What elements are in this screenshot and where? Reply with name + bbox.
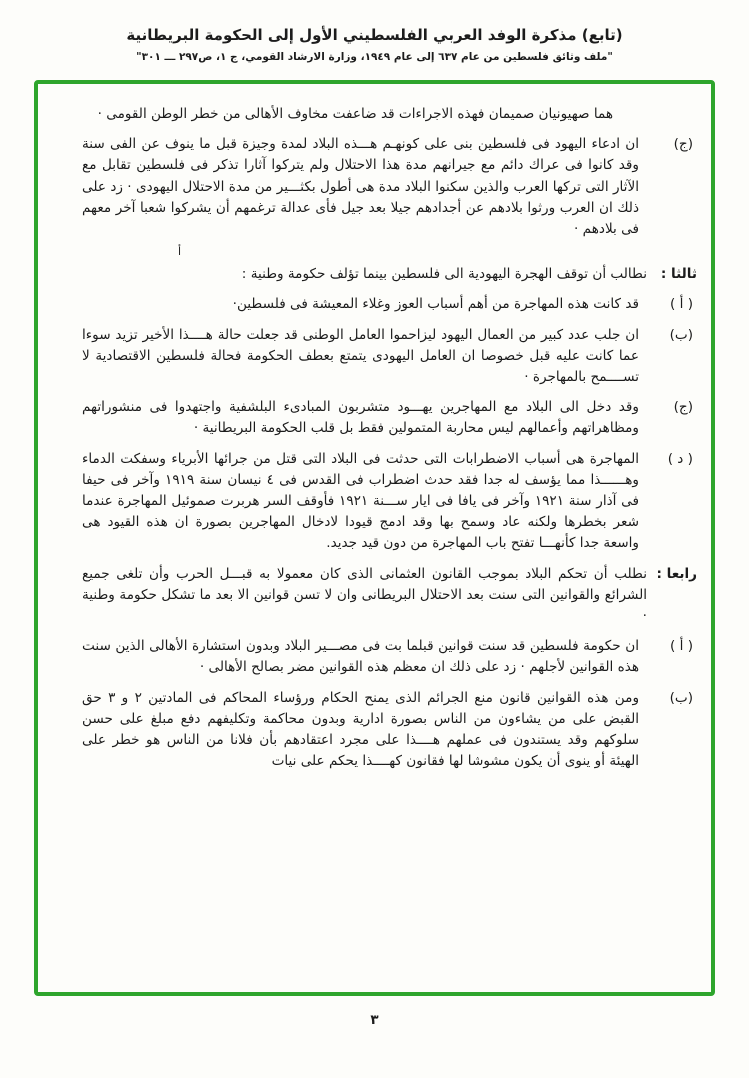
item-marker: ( أ ) [669, 296, 693, 313]
item-text: ان ادعاء اليهود فى فلسطين بنى على كونهـم هـــذه البلاد لمدة وجيزة قبل ما ينوف عن الفى سنة وقد كانوا فى عراك دائم مع جيرانهم مدة هذا الاحتلال ولم يتركوا آثارا تذكر فى فلسطين تقابل مع الآثار التى تركها العرب والذين سكنوا البلاد مدة هى أطول بكثـــير من مدة الاحتلال اليهودى · زد على ذلك ان العرب ورثوا بلادهم عن أجدادهم جيلا بعد جيل فأى عدالة ترغمهم أن يشركوا شعبا آخر معهم فى بلادهم · [82, 136, 639, 238]
list-item-dal-1 [82, 449, 697, 555]
section-text: نطالب أن توقف الهجرة اليهودية الى فلسطين بينما تؤلف حكومة وطنية : [241, 266, 647, 283]
stray-print-mark: أ [178, 245, 182, 259]
item-text: قد كانت هذه المهاجرة من أهم أسباب العوز وغلاء المعيشة فى فلسطين· [232, 296, 639, 313]
section-text: نطلب أن تحكم البلاد بموجب القانون العثمانى الذى كان معمولا به قبـــل الحرب وأن تلغى جميع الشرائع والقوانين التى سنت بعد الاحتلال البريطانى وان لا تسن قوانين الا بعد ما تشكل حكومة وطنية · [82, 565, 647, 625]
section-thalithan [82, 264, 697, 285]
list-item-alef-2 [82, 636, 697, 678]
item-marker: (ج) [673, 136, 693, 153]
item-marker: (ب) [669, 326, 693, 343]
item-marker: (ج) [673, 399, 693, 416]
item-text: المهاجرة هى أسباب الاضطرابات التى حدثت فى البلاد التى قتل من جرائها الأبرياء وسفكت الدماء وهــــــذا مما يؤسف له جدا فقد حدث اضطراب فى القدس فى ٤ نيسان سنة ١٩١٩ وآخر فى حيفا فى آذار سنة ١٩٢١ وآخر فى يافا فى ايار ســـنة ١٩٢١ فأوقف السر هربرت صموئيل المهاجرة عندما شعر بخطرها ولكنه عاد وسمح بها وقد ادمج قيودا لادخال المهاجرين بصورة ان هذه القيود هى واسعة جدا كأنهـــا تفتح باب المهاجرة من دون قيد جديد. [82, 450, 639, 552]
list-item-alef-1 [82, 294, 697, 315]
item-marker: ( أ ) [669, 638, 693, 655]
list-item-jeem-2 [82, 397, 697, 439]
content-border-box [34, 80, 715, 996]
list-item-ba-1 [82, 325, 697, 389]
list-item-jeem-1 [82, 134, 697, 240]
item-marker: ( د ) [667, 450, 693, 467]
list-item-ba-2 [82, 688, 697, 773]
document-source-line: "ملف وثائق فلسطين من عام ٦٣٧ إلى عام ١٩٤٩، وزارة الارشاد القومي، ج ١، ص٢٩٧ ـــ ٣٠١" [136, 51, 613, 63]
item-text: ومن هذه القوانين قانون منع الجرائم الذى يمنح الحكام ورؤساء المحاكم فى المادتين ٢ و ٣ حق القبض على من يشاءون من الناس بصورة ادارية وبدون محاكمة وتكليفهم دفع مبلغ على حسن سلوكهم وقد يستندون فى عملهم هــــذا على مجرد اعتقادهم بأن فلانا من الناس هو خطر على الهيئة أو ينوى أن يكون مشوشا لها فقانون كهــــذا يحكم على نيات [82, 689, 640, 770]
page-footer [34, 1009, 715, 1028]
document-title: (تابع) مذكرة الوفد العربي الفلسطيني الأول إلى الحكومة البريطانية [126, 26, 623, 44]
item-text: وقد دخل الى البلاد مع المهاجرين يهـــود متشربون المبادىء البلشفية واجتهدوا فى منشوراتهم ومظاهراتهم وأعمالهم ليس محاربة المتمولين فقط بل قلب الحكومة البريطانية · [82, 399, 639, 437]
paragraph-continuation: هما صهيونيان صميمان فهذه الاجراءات قد ضاعفت مخاوف الأهالى من خطر الوطن القومى · [97, 106, 613, 122]
item-text: ان جلب عدد كبير من العمال اليهود ليزاحموا العامل الوطنى قد جعلت حالة هــــذا الأخير تزيد سوءا عما كانت عليه قبل خصوصا ان العامل اليهودى يتمتع بعطف الحكومة فحالة فلسطين الاقتصادية لا تســــمح بالمهاجرة · [82, 326, 639, 386]
page-header [34, 26, 715, 63]
item-marker: (ب) [669, 689, 693, 706]
section-marker: رابعا : [656, 565, 697, 582]
item-text: ان حكومة فلسطين قد سنت قوانين قبلما بت فى مصـــير البلاد وبدون استشارة الأهالى الذين سنت هذه القوانين لأجلهم · زد على ذلك ان معظم هذه القوانين مضر بصالح الأهالى · [82, 638, 639, 676]
page-number: ٣ [370, 1012, 379, 1028]
section-marker: ثالثا : [660, 266, 697, 283]
section-rabian [82, 564, 697, 628]
